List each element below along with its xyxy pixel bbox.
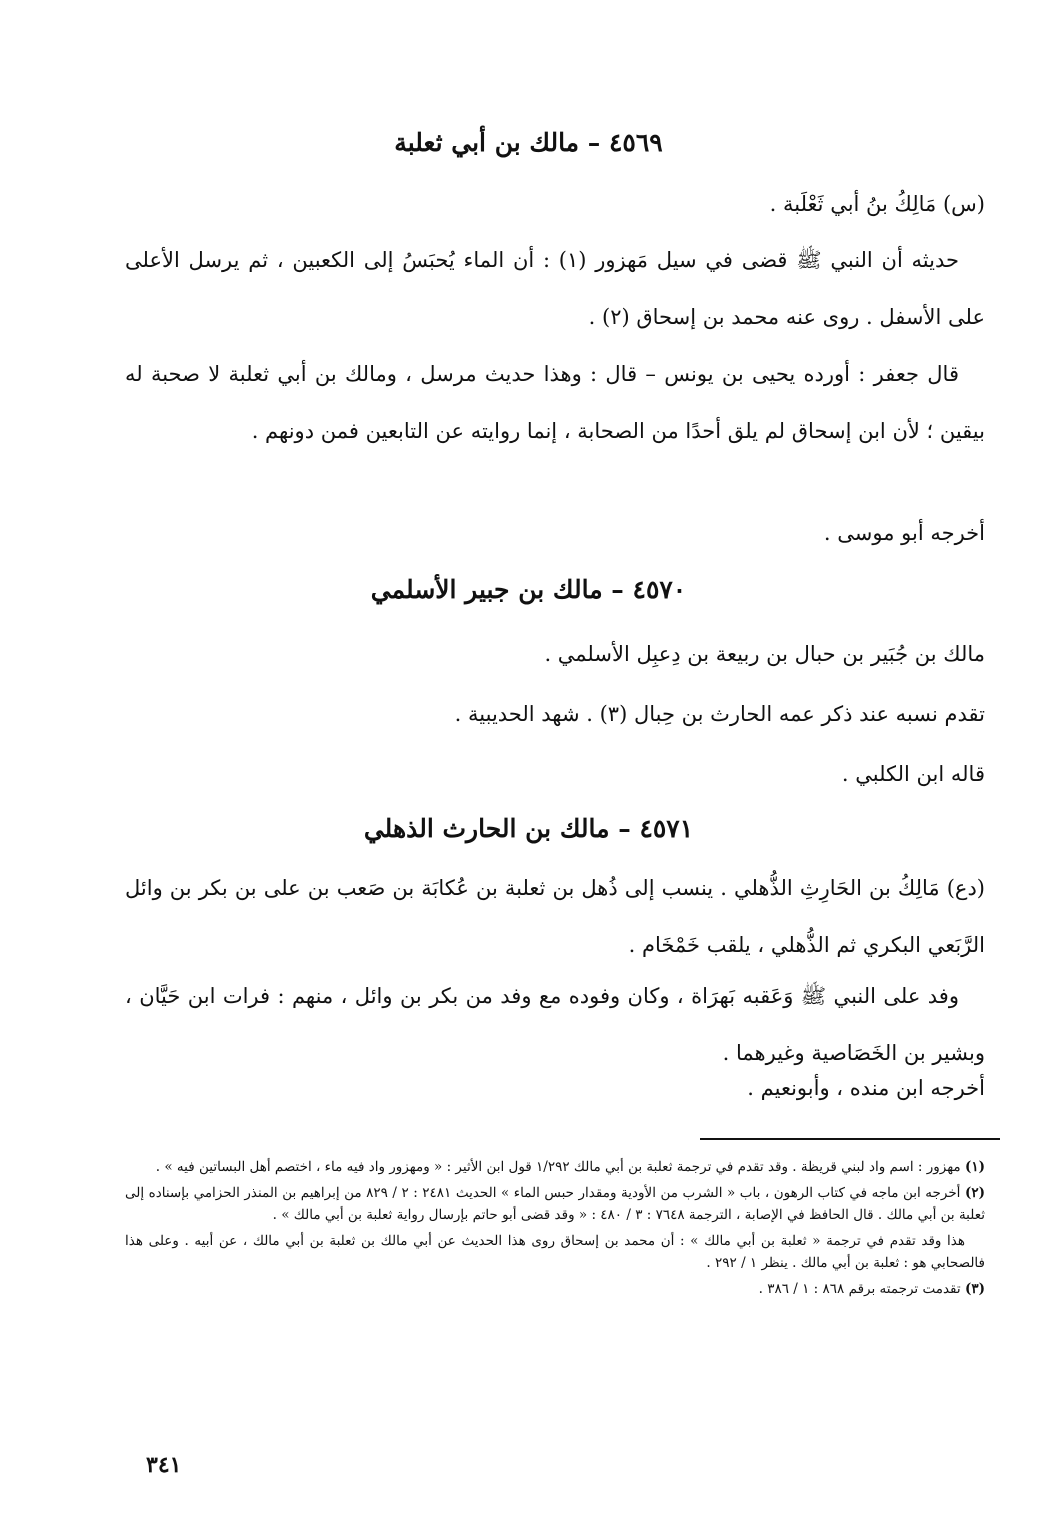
footnote-1-text: مهزور : اسم واد لبني قريظة . وقد تقدم في ترجمة ثعلبة بن أبي مالك ١/٢٩٢ قول ابن الأثير : « ومهزور واد فيه ماء ، اختصم أهل البساتين فيه » . [155,1159,961,1175]
entry-4570-lineage-line: تقدم نسبه عند ذكر عمه الحارث بن حِبال (٣) . شهد الحديبية . [454,702,985,726]
entry-4571-source-line: أخرجه ابن منده ، وأبونعيم . [747,1076,985,1100]
footnote-separator [700,1138,1000,1140]
footnote-1 [125,1156,985,1178]
entry-4571-delegation-paragraph: وفد على النبي ﷺ وَعَقبه بَهرَاة ، وكان وفوده مع وفد من بكر بن وائل ، منهم : فرات ابن حَيَّان ، وبشير بن الخَصَاصية وغيرهما . [125,984,985,1065]
footnote-2-text: أخرجه ابن ماجه في كتاب الرهون ، باب « الشرب من الأودية ومقدار حبس الماء » الحديث ٢٤٨١ : ٢ / ٨٢٩ من إبراهيم بن المنذر الحزامي بإسناده إلى ثعلبة بن أبي مالك . قال الحافظ في الإصابة ، الترجمة ٧٦٤٨ : ٣ / ٤٨٠ : « وقد قضى أبو حاتم بإرسال رواية ثعلبة بن أبي مالك » . [125,1185,985,1223]
footnotes-section [125,1156,985,1304]
entry-heading-4569: ٤٥٦٩ – مالك بن أبي ثعلبة [394,128,663,157]
entry-4571-name-paragraph: (دع) مَالِكُ بن الحَارِثِ الذُّهلي . ينسب إلى ذُهل بن ثعلبة بن عُكابَة بن صَعب بن على بن بكر بن وائل الرَّبَعي البكري ثم الذُّهلي ، يلقب خَمْخَام . [125,876,985,957]
entry-4569-name-line: (س) مَالِكُ بنُ أبي ثَعْلَبة . [769,192,985,216]
entry-4569-jafar-paragraph: قال جعفر : أورده يحيى بن يونس – قال : وهذا حديث مرسل ، ومالك بن أبي ثعلبة لا صحبة له بيقين ؛ لأن ابن إسحاق لم يلق أحدًا من الصحابة ، إنما روايته عن التابعين فمن دونهم . [125,362,985,443]
footnote-3 [125,1278,985,1300]
footnote-1-number: (١) [964,1159,985,1175]
entry-4569-hadith-paragraph: حديثه أن النبي ﷺ قضى في سيل مَهزور (١) : أن الماء يُحبَسُ إلى الكعبين ، ثم يرسل الأعلى على الأسفل . روى عنه محمد بن إسحاق (٢) . [125,248,985,329]
footnote-2-number: (٢) [964,1185,985,1201]
page-number: ٣٤١ [146,1452,182,1478]
footnote-3-number: (٣) [964,1281,985,1297]
entry-heading-4571: ٤٥٧١ – مالك بن الحارث الذهلي [363,814,694,843]
entry-heading-4570: ٤٥٧٠ – مالك بن جبير الأسلمي [370,575,687,604]
entry-4570-source-line: قاله ابن الكلبي . [841,762,985,786]
entry-4569-source-line: أخرجه أبو موسى . [823,521,985,545]
entry-4570-name-line: مالك بن جُبَير بن حبال بن ربيعة بن دِعبِل الأسلمي . [544,642,985,666]
footnote-2 [125,1182,985,1226]
footnote-3-text: تقدمت ترجمته برقم ٨٦٨ : ١ / ٣٨٦ . [758,1281,961,1297]
footnote-2-continuation: هذا وقد تقدم في ترجمة « ثعلبة بن أبي مالك » : أن محمد بن إسحاق روى هذا الحديث عن أبي مالك بن ثعلبة بن أبي مالك ، عن أبيه . وعلى هذا فالصحابي هو : ثعلبة بن أبي مالك . ينظر ١ / ٢٩٢ . [125,1233,985,1271]
